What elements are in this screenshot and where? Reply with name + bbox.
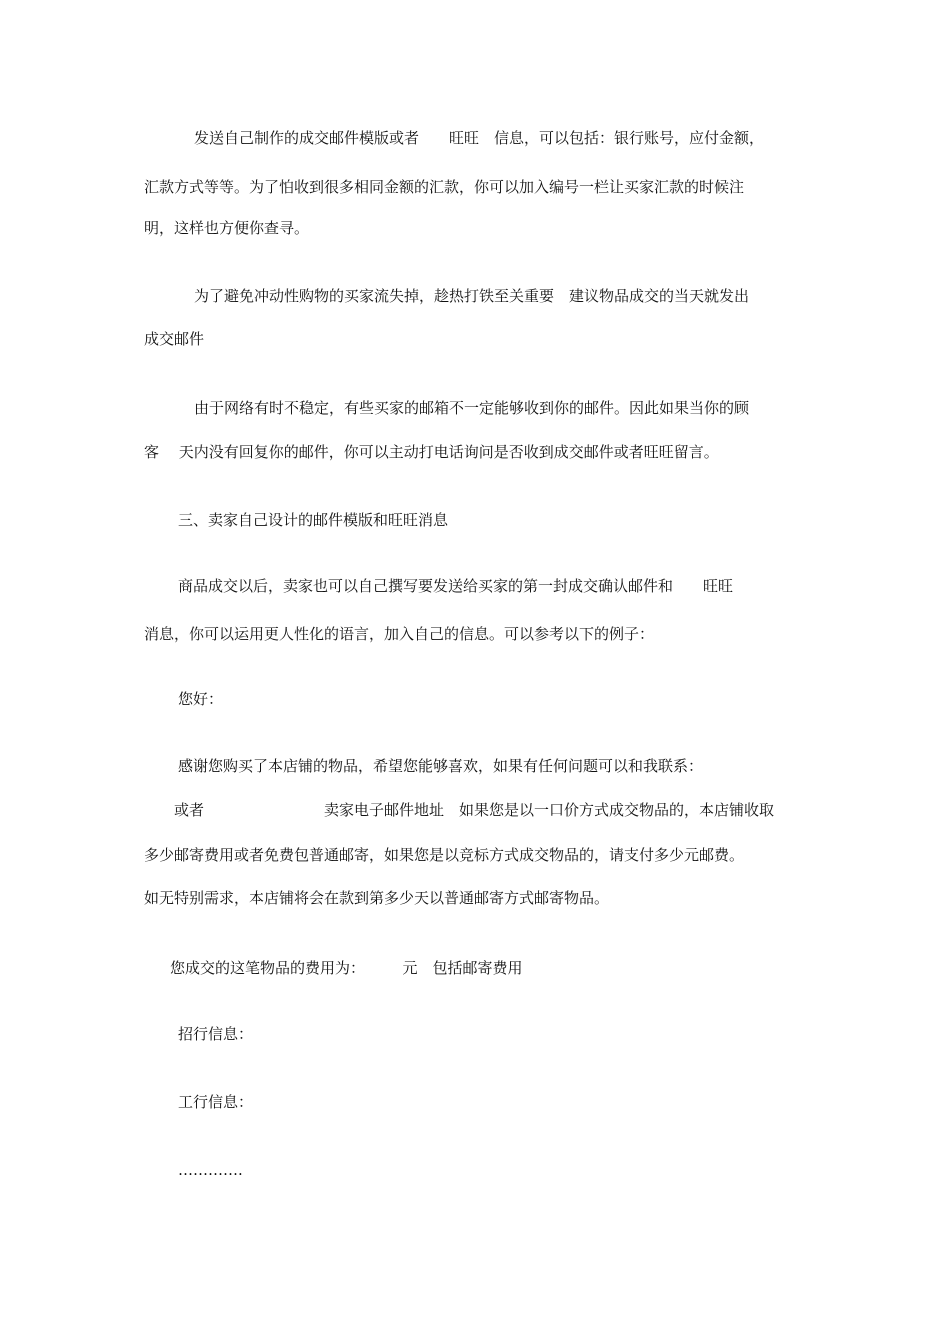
paragraph-5-line-4: 如无特别需求，本店铺将会在款到第多少天以普通邮寄方式邮寄物品。 — [144, 889, 610, 907]
paragraph-5-line-2: 或者 卖家电子邮件地址 如果您是以一口价方式成交物品的，本店铺收取 — [174, 801, 775, 819]
section-heading-3: 三、卖家自己设计的邮件模版和旺旺消息 — [178, 511, 449, 529]
paragraph-5-line-1: 感谢您购买了本店铺的物品，希望您能够喜欢，如果有任何问题可以和我联系： — [178, 757, 704, 775]
icbc-bank-info-label: 工行信息： — [178, 1093, 254, 1111]
cmb-bank-info-label: 招行信息： — [178, 1025, 254, 1043]
paragraph-2-line-1: 为了避免冲动性购物的买家流失掉，趁热打铁至关重要 建议物品成交的当天就发出 — [194, 287, 750, 305]
ellipsis: …………. — [178, 1161, 243, 1179]
paragraph-4-line-2: 消息，你可以运用更人性化的语言，加入自己的信息。可以参考以下的例子： — [144, 625, 655, 643]
paragraph-1-line-1: 发送自己制作的成交邮件模版或者 旺旺 信息，可以包括：银行账号，应付金额， — [194, 129, 765, 147]
paragraph-1-line-3: 明，这样也方便你查寻。 — [144, 219, 310, 237]
paragraph-3-line-1: 由于网络有时不稳定，有些买家的邮箱不一定能够收到你的邮件。因此如果当你的顾 — [194, 399, 750, 417]
paragraph-3-line-2: 客 天内没有回复你的邮件，你可以主动打电话询问是否收到成交邮件或者旺旺留言。 — [144, 443, 719, 461]
fee-line: 您成交的这笔物品的费用为： 元 包括邮寄费用 — [170, 959, 523, 977]
paragraph-1-line-2: 汇款方式等等。为了怕收到很多相同金额的汇款，你可以加入编号一栏让买家汇款的时候注 — [144, 178, 745, 196]
paragraph-4-line-1: 商品成交以后，卖家也可以自己撰写要发送给买家的第一封成交确认邮件和 旺旺 — [178, 577, 734, 595]
paragraph-2-line-2: 成交邮件 — [144, 330, 205, 348]
greeting: 您好： — [178, 690, 224, 708]
paragraph-5-line-3: 多少邮寄费用或者免费包普通邮寄，如果您是以竞标方式成交物品的，请支付多少元邮费。 — [144, 846, 745, 864]
